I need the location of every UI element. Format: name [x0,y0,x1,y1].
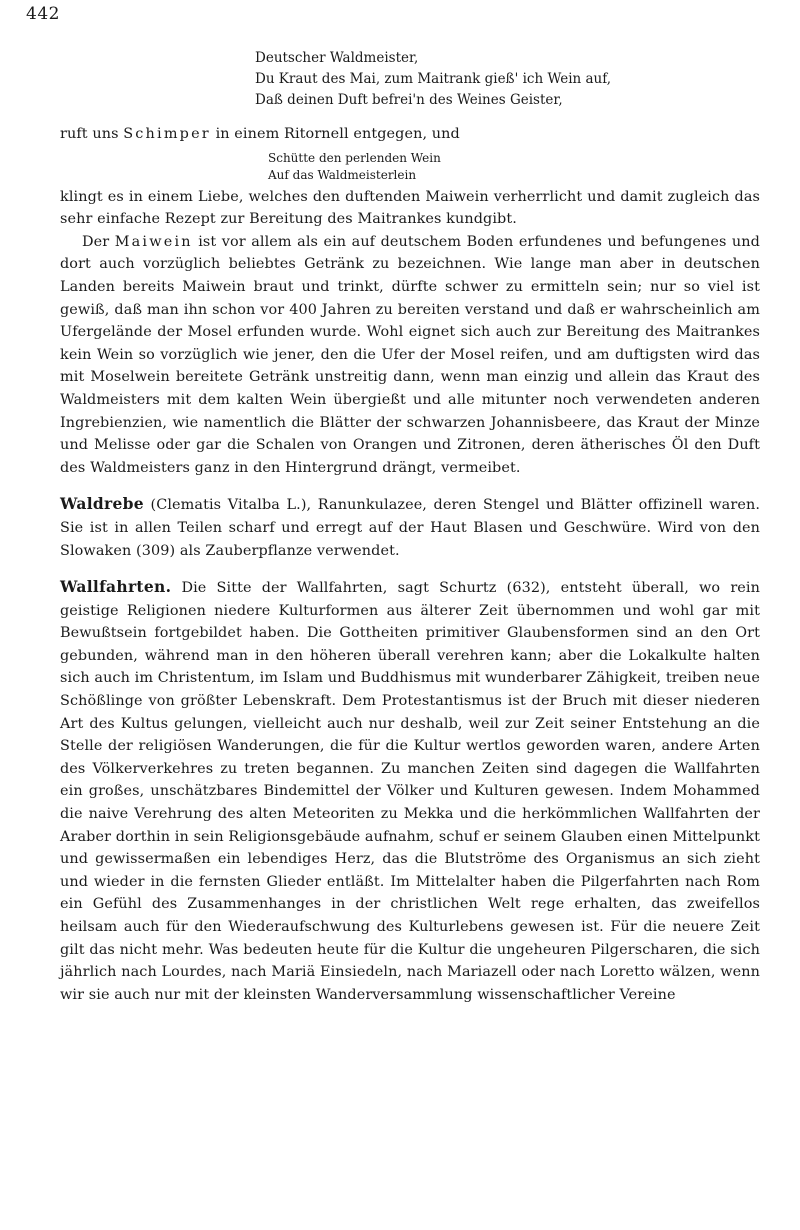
poem-line: Daß deinen Duft befrei'n des Weines Geister, [255,92,563,108]
poem-line: Deutscher Waldmeister, [255,50,419,66]
text: in einem Ritornell entgegen, und [210,126,460,142]
entry-text: (Clematis Vitalba L.), Ranunkulazee, deren Stengel und Blätter offizinell waren. Sie ist in allen Teilen scharf und erregt auf der Haut Blasen und Geschwüre. Wird von den Slowaken (309) als Zauberpflanze verwendet. [60,497,760,559]
page-number: 442 [26,4,60,24]
paragraph: klingt es in einem Liebe, welches den duftenden Maiwein verherrlicht und damit zugleich das sehr einfache Rezept zur Bereitung des Maitrankes kundgibt. [60,188,760,228]
author-name: Schimper [123,126,211,142]
entry-heading: Wallfahrten. [60,577,172,597]
paragraph [60,231,760,480]
keyword: Maiwein [114,233,193,250]
text: Der [82,233,115,250]
poem-line: Auf das Waldmeisterlein [268,167,417,182]
entry-heading: Waldrebe [60,494,144,514]
poem-quote-small [268,150,760,184]
poem-line: Du Kraut des Mai, zum Maitrank gieß' ich Wein auf, [255,71,612,87]
paragraph [60,123,760,146]
lexicon-entry-waldrebe [60,493,760,562]
text: ist vor allem als ein auf deutschem Boden erfundenes und befungenes und dort auch vorzüglich beliebtes Getränk zu bezeichnen. Wie lange man aber in deutschen Landen bereits Maiwein braut und trinkt, dürfte schwer zu ermitteln sein; nur so viel ist gewiß, daß man ihn schon vor 400 Jahren zu bereiten verstand und daß er wahrscheinlich am Ufergelände der Mosel erfunden wurde. Wohl eignet sich auch zur Bereitung des Maitrankes kein Wein so vorzüglich wie jener, den die Ufer der Mosel reifen, und am duftigsten wird das mit Moselwein bereitete Getränk unstreitig dann, wenn man einzig und allein das Kraut des Waldmeisters mit dem kalten Wein übergießt und alle mitunter noch verwendeten anderen Ingrebienzien, wie namentlich die Blätter der schwarzen Johannisbeere, das Kraut der Minze und Melisse oder gar die Schalen von Orangen und Zitronen, deren ätherisches Öl den Duft des Waldmeisters ganz in den Hintergrund drängt, vermeibet. [60,233,760,476]
lexicon-entry-wallfahrten [60,576,760,1006]
text: ruft uns [60,126,124,142]
page-content [60,48,760,1006]
poem-line: Schütte den perlenden Wein [268,150,441,165]
poem-quote [255,48,760,111]
entry-text: Die Sitte der Wallfahrten, sagt Schurtz (632), entsteht überall, wo rein geistige Religionen niedere Kulturformen aus älterer Zeit übernommen und wohl gar mit Bewußtsein fortgebildet haben. Die Gottheiten primitiver Glaubensformen sind an den Ort gebunden, während man in den höheren überall verehren kann; aber die Lokalkulte halten sich auch im Christentum, im Islam und Buddhismus mit wunderbarer Zähigkeit, treiben neue Schößlinge von größter Lebenskraft. Dem Protestantismus ist der Bruch mit dieser niederen Art des Kultus gelungen, vielleicht auch nur deshalb, weil zur Zeit seiner Entstehung an die Stelle der religiösen Wanderungen, die für die Kultur wertlos geworden waren, andere Arten des Völkerverkehres zu treten begannen. Zu manchen Zeiten sind dagegen die Wallfahrten ein großes, unschätzbares Bindemittel der Völker und Kulturen gewesen. Indem Mohammed die naive Verehrung des alten Meteoriten zu Mekka und die herkömmlichen Wallfahrten der Araber dorthin in sein Religionsgebäude aufnahm, schuf er seinem Glauben einen Mittelpunkt und gewissermaßen ein lebendiges Herz, das die Blutströme des Organismus an sich zieht und wieder in die fernsten Glieder entläßt. Im Mittelalter haben die Pilgerfahrten nach Rom ein Gefühl des Zusammenhanges in der christlichen Welt rege erhalten, das zweifellos heilsam auch für den Wiederaufschwung des Kulturlebens gewesen ist. Für die neuere Zeit gilt das nicht mehr. Was bedeuten heute für die Kultur die ungeheuren Pilgerscharen, die sich jährlich nach Lourdes, nach Mariä Einsiedeln, nach Mariazell oder nach Loretto wälzen, wenn wir sie auch nur mit der kleinsten Wanderversammlung wissenschaftlicher Vereine [60,580,760,1003]
